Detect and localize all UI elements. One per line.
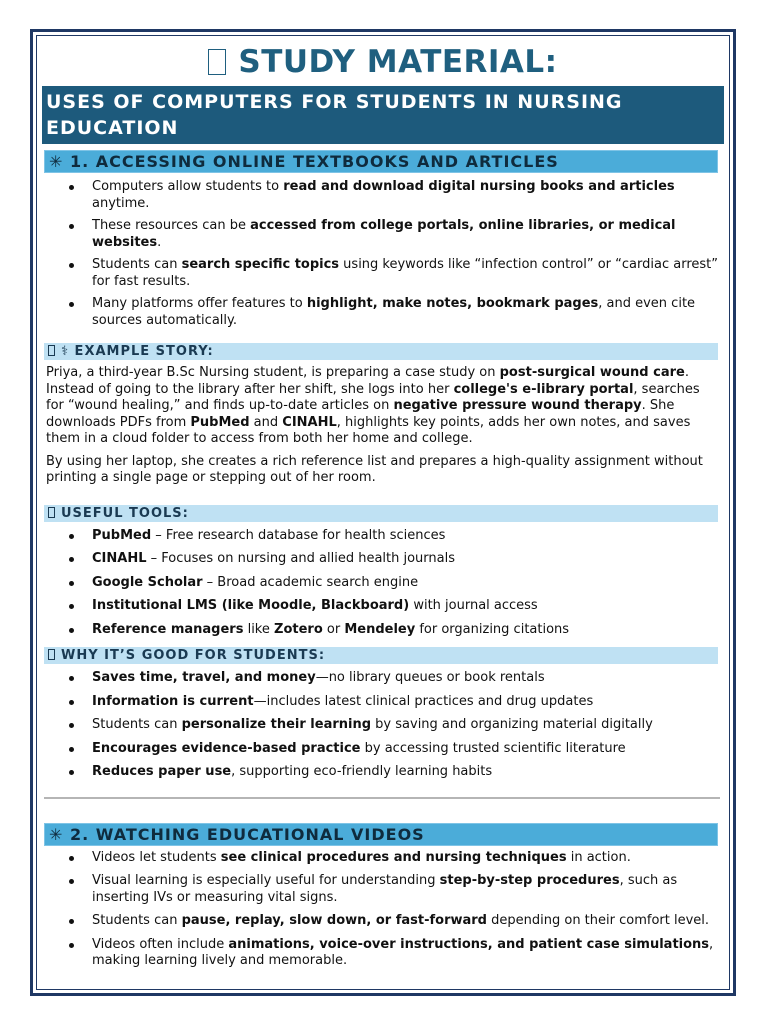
story-paragraph-1 bbox=[42, 365, 724, 448]
bold-phrase: search specific topics bbox=[181, 257, 340, 272]
text-run: , searches for “wound healing,” and finds up-to-date articles on bbox=[46, 381, 700, 413]
document-body bbox=[42, 40, 724, 977]
section-2-list bbox=[42, 850, 724, 970]
list-item bbox=[42, 764, 724, 781]
medical-icon bbox=[48, 345, 55, 356]
list-item bbox=[42, 598, 724, 615]
text-run: anytime. bbox=[92, 195, 150, 211]
bold-phrase: animations, voice-over instructions, and patient case simulations bbox=[228, 936, 710, 952]
text-run: or bbox=[322, 621, 345, 637]
bold-phrase: Reference managers bbox=[92, 621, 244, 637]
text-run: . She downloads PDFs from bbox=[46, 398, 675, 430]
text-run: , highlights key points, adds her own notes, and saves them in a cloud folder to access from both her home and college. bbox=[46, 414, 691, 446]
bold-phrase: Saves time, travel, and money bbox=[92, 670, 316, 685]
bold-phrase: read and download digital nursing books and articles bbox=[283, 179, 675, 194]
list-item bbox=[42, 622, 724, 639]
story-paragraph-2: By using her laptop, she creates a rich reference list and prepares a high-quality assignment without printing a single page or stepping out of her room. bbox=[46, 453, 703, 485]
text-run: – Free research database for health sciences bbox=[151, 527, 446, 543]
text-run: Visual learning is especially useful for understanding bbox=[92, 873, 440, 888]
text-run: with journal access bbox=[409, 598, 538, 613]
bold-phrase: CINAHL bbox=[282, 414, 337, 430]
bold-phrase: see clinical procedures and nursing techniques bbox=[220, 849, 567, 865]
bold-phrase: college's e-library portal bbox=[453, 381, 634, 397]
section-1-heading: ✳ 1. ACCESSING ONLINE TEXTBOOKS AND ARTICLES bbox=[44, 150, 718, 173]
list-item bbox=[42, 937, 724, 970]
list-item bbox=[42, 913, 724, 930]
bold-phrase: personalize their learning bbox=[181, 717, 372, 732]
text-run: . Instead of going to the library after her shift, she logs into her bbox=[46, 365, 689, 397]
bold-phrase: post-surgical wound care bbox=[499, 365, 685, 380]
section-2-heading: ✳ 2. WATCHING EDUCATIONAL VIDEOS bbox=[44, 823, 718, 846]
bold-phrase: step-by-step procedures bbox=[439, 873, 620, 888]
text-run: Students can bbox=[92, 913, 182, 928]
bold-phrase: Encourages evidence-based practice bbox=[92, 740, 361, 756]
bold-phrase: PubMed bbox=[92, 527, 152, 543]
bold-phrase: Mendeley bbox=[344, 621, 416, 637]
text-run: by accessing trusted scientific literature bbox=[360, 740, 626, 756]
text-run: Videos often include bbox=[92, 936, 229, 952]
example-story-heading bbox=[44, 343, 718, 360]
text-run: , supporting eco-friendly learning habits bbox=[231, 764, 493, 779]
bold-phrase: negative pressure wound therapy bbox=[393, 398, 642, 413]
text-run: in action. bbox=[566, 849, 631, 865]
topic-banner: USES OF COMPUTERS FOR STUDENTS IN NURSING EDUCATION bbox=[42, 86, 724, 144]
text-run: – Focuses on nursing and allied health journals bbox=[146, 551, 456, 566]
text-run: —no library queues or book rentals bbox=[315, 670, 545, 685]
text-run: Students can bbox=[92, 257, 182, 272]
bold-phrase: Reduces paper use bbox=[92, 764, 232, 779]
text-run: , such as inserting IVs or measuring vital signs. bbox=[92, 873, 678, 905]
text-run: , and even cite sources automatically. bbox=[92, 296, 696, 328]
bold-phrase: PubMed bbox=[190, 414, 250, 430]
list-item bbox=[42, 670, 724, 687]
text-run: and bbox=[249, 414, 283, 430]
bold-phrase: CINAHL bbox=[92, 551, 147, 566]
text-run: These resources can be bbox=[92, 218, 251, 233]
useful-tools-list bbox=[42, 528, 724, 639]
document-title-text: STUDY MATERIAL: bbox=[238, 44, 558, 80]
useful-tools-heading bbox=[44, 505, 718, 522]
list-item bbox=[42, 257, 724, 290]
list-item bbox=[42, 296, 724, 329]
bold-phrase: Google Scholar bbox=[92, 574, 203, 590]
why-good-heading bbox=[44, 647, 718, 664]
bold-phrase: Zotero bbox=[274, 621, 323, 637]
section-1-list bbox=[42, 179, 724, 329]
list-item bbox=[42, 218, 724, 251]
text-run: . bbox=[157, 234, 162, 250]
list-item bbox=[42, 741, 724, 758]
bold-phrase: accessed from college portals, online libraries, or medical websites bbox=[92, 218, 676, 250]
list-item bbox=[42, 850, 724, 867]
text-run: Videos let students bbox=[92, 849, 221, 865]
useful-tools-heading-text: USEFUL TOOLS: bbox=[61, 505, 189, 521]
list-item bbox=[42, 873, 724, 906]
list-item bbox=[42, 551, 724, 568]
text-run: like bbox=[243, 621, 275, 637]
text-run: Many platforms offer features to bbox=[92, 296, 307, 311]
bold-phrase: pause, replay, slow down, or fast-forward bbox=[181, 913, 487, 928]
text-run: – Broad academic search engine bbox=[202, 574, 419, 590]
book-icon bbox=[208, 49, 226, 75]
why-good-list bbox=[42, 670, 724, 781]
example-story-heading-text: ⚕ EXAMPLE STORY: bbox=[61, 344, 214, 359]
bold-phrase: highlight, make notes, bookmark pages bbox=[306, 296, 599, 311]
list-item bbox=[42, 179, 724, 212]
list-item bbox=[42, 575, 724, 592]
text-run: , making learning lively and memorable. bbox=[92, 936, 714, 968]
list-item bbox=[42, 694, 724, 711]
list-item bbox=[42, 528, 724, 545]
text-run: Students can bbox=[92, 717, 182, 732]
list-item bbox=[42, 717, 724, 734]
text-run: for organizing citations bbox=[415, 621, 570, 637]
text-run: Priya, a third-year B.Sc Nursing student, is preparing a case study on bbox=[46, 365, 500, 380]
text-run: —includes latest clinical practices and drug updates bbox=[253, 693, 594, 709]
text-run: using keywords like “infection control” or “cardiac arrest” for fast results. bbox=[92, 257, 718, 289]
document-title bbox=[42, 40, 724, 84]
why-good-heading-text: WHY IT’S GOOD FOR STUDENTS: bbox=[61, 648, 326, 663]
bold-phrase: Information is current bbox=[92, 693, 254, 709]
text-run: Computers allow students to bbox=[92, 179, 284, 194]
check-icon bbox=[48, 649, 55, 660]
bold-phrase: Institutional LMS (like Moodle, Blackboard) bbox=[92, 598, 410, 613]
tools-icon bbox=[48, 507, 55, 518]
text-run: depending on their comfort level. bbox=[487, 913, 710, 928]
text-run: by saving and organizing material digitally bbox=[371, 717, 653, 732]
